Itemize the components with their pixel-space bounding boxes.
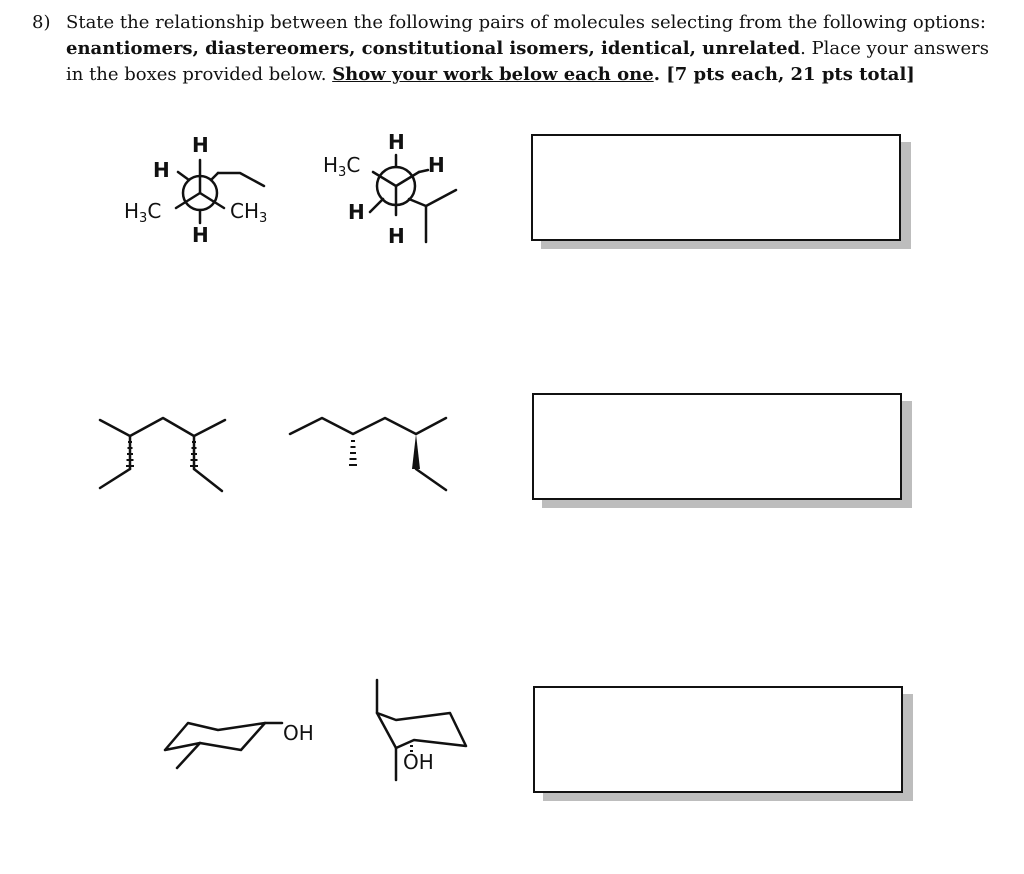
question-intro: State the relationship between the following pairs of molecules selecting from the following options: — [66, 12, 986, 33]
skeletal-structure-left — [100, 418, 225, 491]
question-instruction: . Place your answers in the boxes provided below. — [66, 38, 990, 85]
question-number: 8) — [32, 12, 51, 33]
answer-box-1[interactable] — [531, 134, 901, 241]
atom-label: $CH_3$ — [230, 199, 268, 226]
answer-box-3[interactable] — [533, 686, 903, 793]
labels-newman-left — [124, 133, 267, 247]
hash-bond-right — [349, 440, 357, 466]
hydroxyl-label-right: OH — [403, 750, 434, 774]
atom-label: H — [388, 224, 405, 248]
chair-cyclohexane-left — [165, 723, 282, 768]
show-work-instruction: Show your work below each one — [332, 64, 654, 85]
answer-box-2[interactable] — [532, 393, 902, 500]
question-points: . [7 pts each, 21 pts total] — [653, 64, 915, 85]
hydroxyl-label-left: OH — [283, 721, 314, 745]
atom-label: $H_3C$ — [323, 153, 361, 180]
question-options: enantiomers, diastereomers, constitutional isomers, identical, unrelated — [66, 38, 801, 59]
skeletal-structure-right — [290, 418, 446, 490]
wedge-bond-right — [412, 434, 420, 469]
atom-label: H — [153, 158, 170, 182]
atom-label: $H_3C$ — [124, 199, 162, 226]
atom-label: H — [348, 200, 365, 224]
atom-label: H — [192, 133, 209, 157]
atom-label: H — [192, 223, 209, 247]
atom-label: H — [388, 130, 405, 154]
atom-label: H — [428, 153, 445, 177]
